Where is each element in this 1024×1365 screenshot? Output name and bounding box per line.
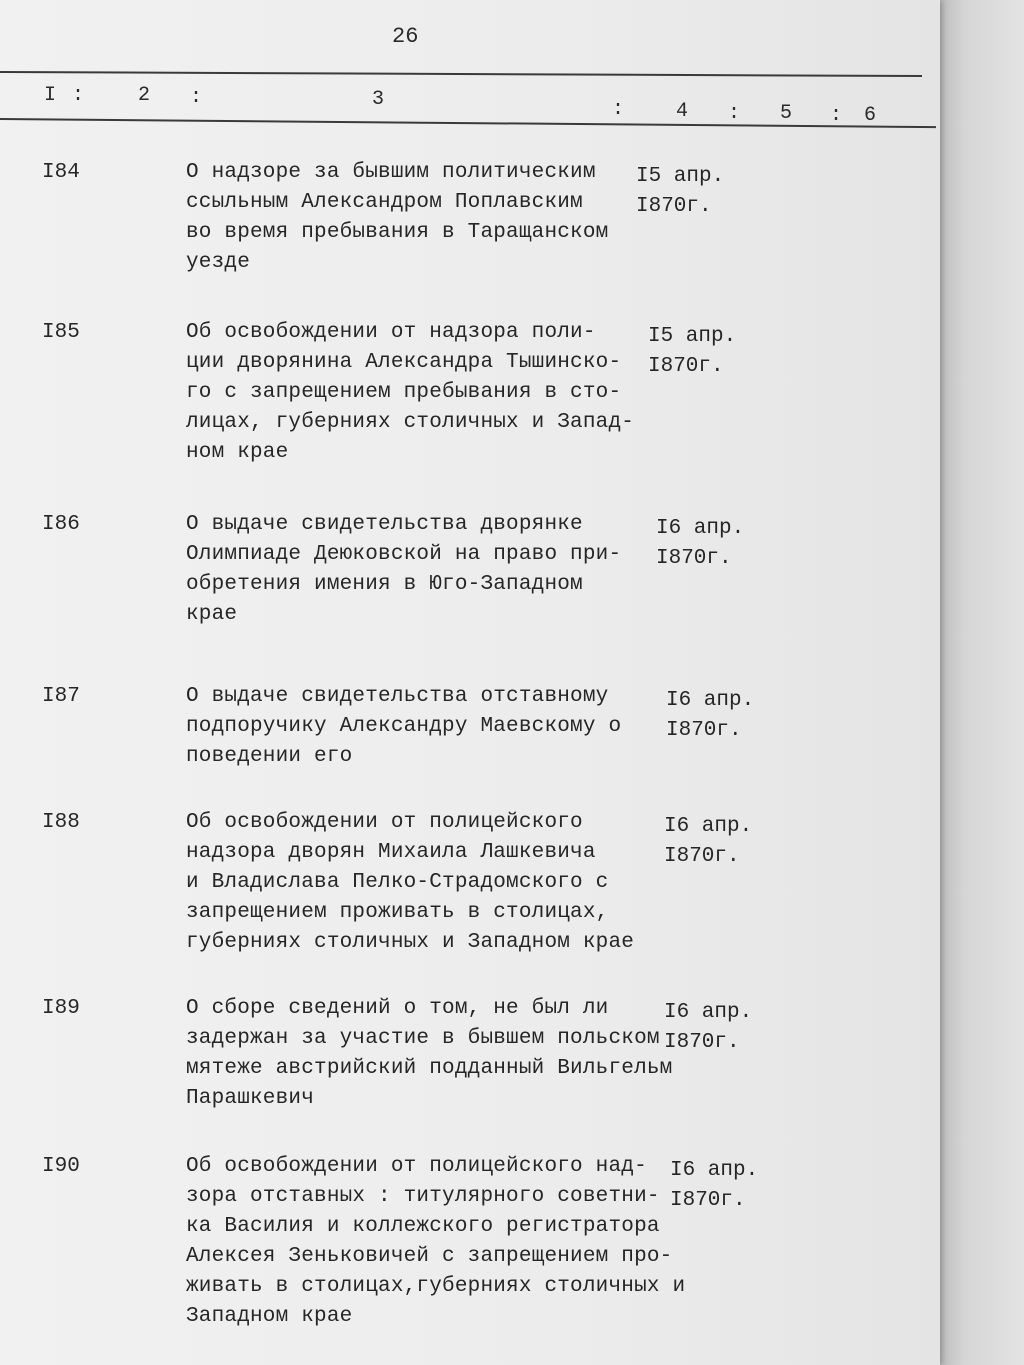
entry-date-year: I870г. — [670, 1189, 746, 1212]
entry-date — [664, 812, 752, 872]
entry-description — [186, 808, 656, 958]
entry-date-day: I6 апр. — [664, 1001, 753, 1024]
entry-line: Западном крае — [186, 1305, 353, 1328]
entry-description — [186, 510, 656, 630]
entry-date — [648, 322, 736, 382]
header-col-5: 5 — [780, 102, 793, 125]
entry-line: уезде — [186, 251, 251, 274]
entry-line: О надзоре за бывшим политическим — [186, 161, 596, 184]
header-col-6: 6 — [864, 104, 877, 127]
entry-number: I89 — [42, 997, 80, 1020]
entry-line: О выдаче свидетельства дворянке — [186, 513, 583, 536]
header-col-1: I — [44, 84, 57, 107]
entry-date-day: I6 апр. — [670, 1159, 759, 1182]
entry-date-year: I870г. — [664, 1031, 740, 1054]
entry-line: крае — [186, 603, 238, 626]
header-top-rule — [0, 71, 922, 77]
entry-line: запрещением проживать в столицах, — [186, 901, 609, 924]
entry-line: и Владислава Пелко-Страдомского с — [186, 871, 609, 894]
entry-date-year: I870г. — [664, 845, 740, 868]
entry-date-year: I870г. — [648, 355, 724, 378]
entry-line: Об освобождении от полицейского над- — [186, 1155, 647, 1178]
entry-date — [670, 1156, 758, 1216]
entry-line: Парашкевич — [186, 1087, 315, 1110]
entry-date-day: I6 апр. — [666, 689, 755, 712]
header-separator: : — [612, 98, 625, 121]
entry-line: подпоручику Александру Маевскому о — [186, 715, 622, 738]
entry-date — [664, 998, 752, 1058]
header-col-3: 3 — [372, 88, 385, 111]
entry-date-year: I870г. — [656, 547, 732, 570]
entry-date — [636, 162, 724, 222]
entry-line: ка Василия и коллежского регистратора — [186, 1215, 660, 1238]
entry-line: го с запрещением пребывания в сто- — [186, 381, 622, 404]
header-separator: : — [190, 86, 203, 109]
entry-line: Алексея Зеньковичей с запрещением про- — [186, 1245, 673, 1268]
entry-line: ном крае — [186, 441, 289, 464]
entry-line: Олимпиаде Деюковской на право при- — [186, 543, 622, 566]
header-col-2: 2 — [138, 84, 151, 107]
entry-date — [656, 514, 744, 574]
entry-line: поведении его — [186, 745, 353, 768]
entry-number: I84 — [42, 161, 80, 184]
entry-number: I90 — [42, 1155, 80, 1178]
entry-description — [186, 318, 656, 468]
entry-description — [186, 1152, 686, 1332]
entry-description — [186, 994, 686, 1114]
header-bottom-rule — [0, 118, 936, 128]
entry-line: Об освобождении от полицейского — [186, 811, 583, 834]
entry-line: ссыльным Александром Поплавским — [186, 191, 583, 214]
entry-date — [666, 686, 754, 746]
entry-date-day: I5 апр. — [648, 325, 737, 348]
entry-date-year: I870г. — [666, 719, 742, 742]
entry-date-day: I5 апр. — [636, 165, 725, 188]
header-col-4: 4 — [676, 100, 689, 123]
entry-line: губерниях столичных и Западном крае — [186, 931, 635, 954]
entry-line: живать в столицах,губерниях столичных и — [186, 1275, 686, 1298]
entry-line: ции дворянина Александра Тышинско- — [186, 351, 622, 374]
entry-number: I86 — [42, 513, 80, 536]
entry-line: зора отставных : титулярного советни- — [186, 1185, 660, 1208]
entry-line: О сборе сведений о том, не был ли — [186, 997, 609, 1020]
entry-number: I88 — [42, 811, 80, 834]
entry-line: мятеже австрийский подданный Вильгельм — [186, 1057, 673, 1080]
entry-description — [186, 682, 656, 772]
entry-number: I85 — [42, 321, 80, 344]
entry-date-day: I6 апр. — [664, 815, 753, 838]
entry-line: лицах, губерниях столичных и Запад- — [186, 411, 635, 434]
entry-description — [186, 158, 656, 278]
header-separator: : — [830, 104, 843, 127]
entry-line: обретения имения в Юго-Западном — [186, 573, 583, 596]
header-separator: : — [72, 84, 85, 107]
entry-date-year: I870г. — [636, 195, 712, 218]
header-separator: : — [728, 102, 741, 125]
entry-line: задержан за участие в бывшем польском — [186, 1027, 660, 1050]
page-number: 26 — [392, 24, 419, 49]
entry-number: I87 — [42, 685, 80, 708]
entry-line: Об освобождении от надзора поли- — [186, 321, 596, 344]
entry-line: во время пребывания в Таращанском — [186, 221, 609, 244]
page-edge-shadow — [940, 0, 1024, 1365]
entry-date-day: I6 апр. — [656, 517, 745, 540]
entry-line: О выдаче свидетельства отставному — [186, 685, 609, 708]
entry-line: надзора дворян Михаила Лашкевича — [186, 841, 596, 864]
